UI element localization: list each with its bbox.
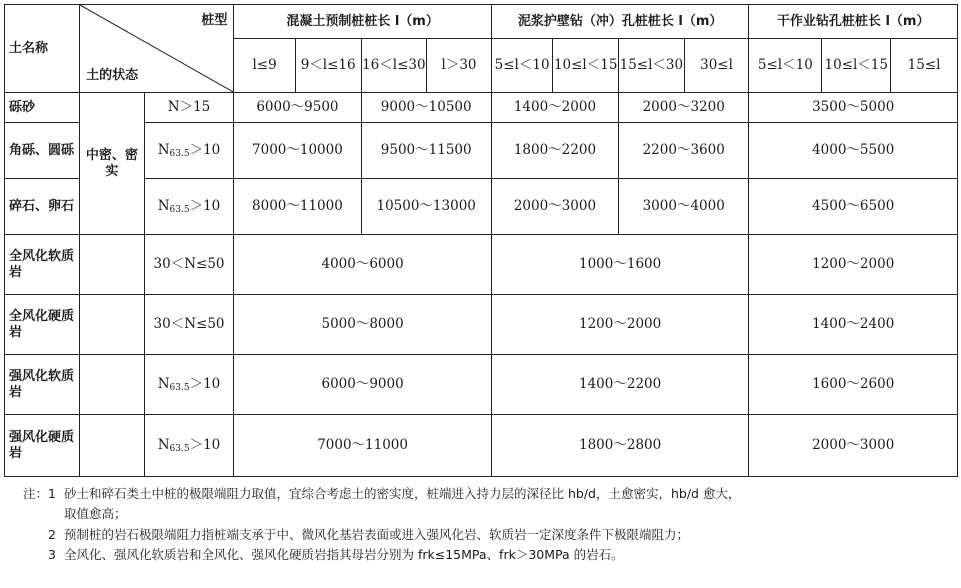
table-row: [5, 235, 958, 295]
sub-header: 10≤l＜15: [553, 39, 619, 93]
group-header-precast: 混凝土预制桩桩长 l（m）: [234, 5, 492, 39]
value-cell: 4000～5500: [749, 123, 958, 179]
soil-state-header: 土的状态: [86, 68, 139, 84]
note-1-continuation: 取值愈高；: [64, 506, 127, 522]
density-cell: 中密、密实: [80, 93, 145, 235]
soil-name: 砾砂: [5, 93, 80, 123]
header-row-1: [5, 5, 958, 39]
value-cell: 7000～10000: [234, 123, 361, 179]
value-cell: 1200～2000: [491, 295, 749, 355]
value-cell: 1400～2200: [491, 355, 749, 415]
soil-state: 30＜N≤50: [144, 295, 234, 355]
soil-state: $N_{63.5}>10$: [144, 179, 234, 235]
empty-cell: [80, 355, 145, 415]
value-cell: 4500～6500: [749, 179, 958, 235]
value-cell: 2000～3200: [619, 93, 749, 123]
soil-name: 强风化软质岩: [5, 355, 80, 415]
value-cell: 8000～11000: [234, 179, 361, 235]
note-2: [10, 525, 955, 545]
sub-header: 10≤l＜15: [822, 39, 891, 93]
value-cell: 3500～5000: [749, 93, 958, 123]
value-cell: 9500～11500: [361, 123, 491, 179]
soil-name-header: 土名称: [5, 5, 80, 93]
soil-name: 全风化硬质岩: [5, 295, 80, 355]
value-cell: 9000～10500: [361, 93, 491, 123]
soil-name: 角砾、圆砾: [5, 123, 80, 179]
value-cell: 1400～2000: [491, 93, 618, 123]
sub-header: 15≤l＜30: [619, 39, 685, 93]
sub-header: 5≤l＜10: [491, 39, 553, 93]
value-cell: 10500～13000: [361, 179, 491, 235]
soil-state: $N_{63.5}>10$: [144, 123, 234, 179]
sub-header: 9＜l≤16: [295, 39, 361, 93]
value-cell: 2200～3600: [619, 123, 749, 179]
table-notes: [10, 484, 955, 565]
sub-header: 15≤l: [891, 39, 958, 93]
sub-header: 30≤l: [684, 39, 749, 93]
note-number: 2: [48, 526, 56, 542]
soil-name: 全风化软质岩: [5, 235, 80, 295]
sub-header: 5≤l＜10: [749, 39, 822, 93]
value-cell: 4000～6000: [234, 235, 492, 295]
pile-type-header: 桩型: [201, 13, 228, 28]
value-cell: 1000～1600: [491, 235, 749, 295]
soil-state: $N_{63.5}>10$: [144, 355, 234, 415]
empty-cell: [80, 235, 145, 295]
sub-header: 16＜l≤30: [361, 39, 427, 93]
table-row: [5, 415, 958, 477]
value-cell: 6000～9500: [234, 93, 361, 123]
table-row: [5, 179, 958, 235]
diagonal-header-cell: [80, 5, 234, 93]
value-cell: 2000～3000: [491, 179, 618, 235]
value-cell: 6000～9000: [234, 355, 492, 415]
value-cell: 1600～2600: [749, 355, 958, 415]
empty-cell: [80, 295, 145, 355]
soil-state: 30＜N≤50: [144, 235, 234, 295]
value-cell: 5000～8000: [234, 295, 492, 355]
table-row: [5, 123, 958, 179]
soil-state: N＞15: [144, 93, 234, 123]
note-3: [10, 545, 955, 565]
table-row: [5, 355, 958, 415]
table-row: [5, 295, 958, 355]
note-3-text: 全风化、强风化软质岩和全风化、强风化硬质岩指其母岩分别为 frk≤15MPa、frk＞30MPa 的岩石。: [64, 546, 624, 562]
value-cell: 1800～2800: [491, 415, 749, 477]
soil-name: 碎石、卵石: [5, 179, 80, 235]
value-cell: 1800～2200: [491, 123, 618, 179]
sub-header: l≤9: [234, 39, 296, 93]
value-cell: 7000～11000: [234, 415, 492, 477]
group-header-dry: 干作业钻孔桩桩长 l（m）: [749, 5, 958, 39]
note-number: 3: [48, 546, 56, 562]
table-row: [5, 93, 958, 123]
soil-name: 强风化硬质岩: [5, 415, 80, 477]
empty-cell: [80, 415, 145, 477]
value-cell: 2000～3000: [749, 415, 958, 477]
note-2-text: 预制桩的岩石极限端阻力指桩端支承于中、微风化基岩表面或进入强风化岩、软质岩一定深度条件下极限端阻力；: [64, 526, 690, 542]
soil-state: $N_{63.5}>10$: [144, 415, 234, 477]
value-cell: 1400～2400: [749, 295, 958, 355]
note-1-text: 砂土和碎石类土中桩的极限端阻力取值，宜综合考虑土的密实度，桩端进入持力层的深径比 hb/d，土愈密实，hb/d 愈大，: [64, 486, 741, 501]
note-1: [10, 484, 955, 504]
value-cell: 1200～2000: [749, 235, 958, 295]
note-label: 注：1: [23, 486, 56, 501]
group-header-slurry: 泥浆护壁钻（冲）孔桩桩长 l（m）: [491, 5, 749, 39]
sub-header: l＞30: [427, 39, 492, 93]
pile-end-resistance-table: [4, 4, 958, 477]
value-cell: 3000～4000: [619, 179, 749, 235]
